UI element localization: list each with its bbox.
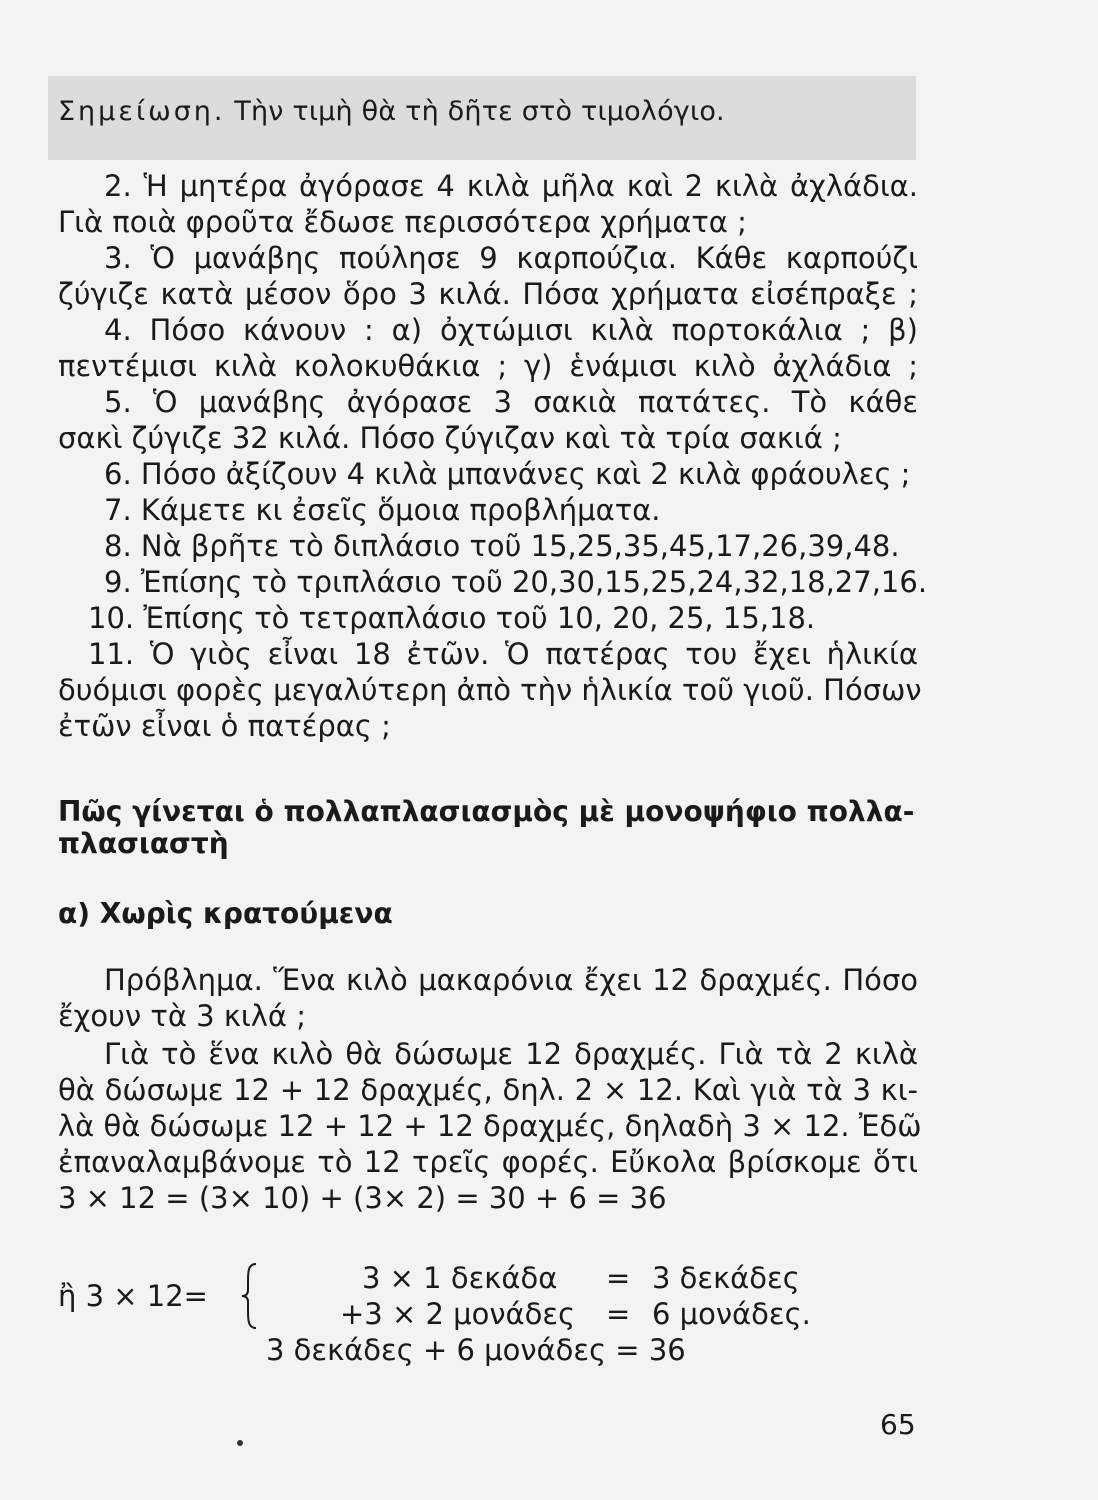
breakdown-row1-right: 3 δεκάδες	[652, 1261, 800, 1295]
explanation-line-2: θὰ δώσωμε 12 + 12 δραχμές, δηλ. 2 × 12. Καὶ γιὰ τὰ 3 κι-	[58, 1073, 918, 1107]
note-label: Σημείωση.	[58, 96, 226, 127]
explanation-line-3: λὰ θὰ δώσωμε 12 + 12 + 12 δραχμές, δηλαδὴ 3 × 12. Ἐδῶ	[58, 1109, 922, 1143]
breakdown-prefix: ἢ 3 × 12=	[58, 1279, 208, 1313]
problem-line-2: ἔχουν τὰ 3 κιλά ;	[58, 999, 307, 1033]
exercise-4-line-1: 4. Πόσο κάνουν : α) ὀχτώμισι κιλὰ πορτοκάλια ; β)	[104, 313, 918, 347]
exercise-4-line-2: πεντέμισι κιλὰ κολοκυθάκια ; γ) ἑνάμισι κιλὸ ἀχλάδια ;	[58, 349, 918, 383]
exercise-11-line-3: ἐτῶν εἶναι ὁ πατέρας ;	[58, 709, 391, 743]
breakdown-total: 3 δεκάδες + 6 μονάδες = 36	[266, 1333, 686, 1367]
exercise-2-line-1: 2. Ἡ μητέρα ἀγόρασε 4 κιλὰ μῆλα καὶ 2 κιλὰ ἀχλάδια.	[104, 169, 918, 203]
exercise-6: 6. Πόσο ἀξίζουν 4 κιλὰ μπανάνες καὶ 2 κιλὰ φράουλες ;	[104, 457, 911, 491]
page-number: 65	[880, 1408, 916, 1441]
problem-line-1: Πρόβλημα. Ἕνα κιλὸ μακαρόνια ἔχει 12 δραχμές. Πόσο	[104, 963, 918, 997]
breakdown-row2-left: +3 × 2 μονάδες	[340, 1297, 576, 1331]
note-text: Τὴν τιμὴ θὰ τὴ δῆτε στὸ τιμολόγιο.	[234, 96, 725, 127]
exercise-2-line-2: Γιὰ ποιὰ φροῦτα ἔδωσε περισσότερα χρήματα ;	[58, 205, 747, 239]
section-title-line-2: πλασιαστὴ	[58, 827, 229, 860]
exercise-7: 7. Κάμετε κι ἐσεῖς ὅμοια προβλήματα.	[104, 493, 661, 527]
explanation-line-4: ἐπαναλαμβάνομε τὸ 12 τρεῖς φορές. Εὔκολα βρίσκομε ὅτι	[58, 1145, 918, 1179]
exercise-9: 9. Ἐπίσης τὸ τριπλάσιο τοῦ 20,30,15,25,24,32,18,27,16.	[104, 565, 928, 599]
exercise-8: 8. Νὰ βρῆτε τὸ διπλάσιο τοῦ 15,25,35,45,17,26,39,48.	[104, 529, 900, 563]
print-dot	[237, 1440, 243, 1446]
breakdown-row2-eq: =	[606, 1297, 631, 1331]
breakdown-row1-left: 3 × 1 δεκάδα	[362, 1261, 558, 1295]
breakdown-row1-eq: =	[606, 1261, 631, 1295]
curly-brace-icon	[238, 1262, 260, 1330]
explanation-line-1: Γιὰ τὸ ἕνα κιλὸ θὰ δώσωμε 12 δραχμές. Γιὰ τὰ 2 κιλὰ	[104, 1037, 918, 1071]
section-title-line-1: Πῶς γίνεται ὁ πολλαπλασιασμὸς μὲ μονοψήφιο πολλα-	[58, 795, 915, 828]
exercise-3-line-1: 3. Ὁ μανάβης πούλησε 9 καρπούζια. Κάθε καρπούζι	[104, 241, 918, 275]
exercise-3-line-2: ζύγιζε κατὰ μέσον ὅρο 3 κιλά. Πόσα χρήματα εἰσέπραξε ;	[58, 277, 918, 311]
exercise-5-line-2: σακὶ ζύγιζε 32 κιλά. Πόσο ζύγιζαν καὶ τὰ τρία σακιά ;	[58, 421, 842, 455]
exercise-11-line-1: 11. Ὁ γιὸς εἶναι 18 ἐτῶν. Ὁ πατέρας του ἔχει ἡλικία	[88, 637, 918, 671]
note	[58, 96, 725, 127]
explanation-line-5: 3 × 12 = (3× 10) + (3× 2) = 30 + 6 = 36	[58, 1181, 667, 1215]
section-subtitle: α) Χωρὶς κρατούμενα	[58, 897, 393, 930]
breakdown-row2-right: 6 μονάδες.	[652, 1297, 811, 1331]
exercise-10: 10. Ἐπίσης τὸ τετραπλάσιο τοῦ 10, 20, 25, 15,18.	[88, 601, 816, 635]
exercise-5-line-1: 5. Ὁ μανάβης ἀγόρασε 3 σακιὰ πατάτες. Τὸ κάθε	[104, 385, 918, 419]
exercise-11-line-2: δυόμισι φορὲς μεγαλύτερη ἀπὸ τὴν ἡλικία τοῦ γιοῦ. Πόσων	[58, 673, 922, 707]
